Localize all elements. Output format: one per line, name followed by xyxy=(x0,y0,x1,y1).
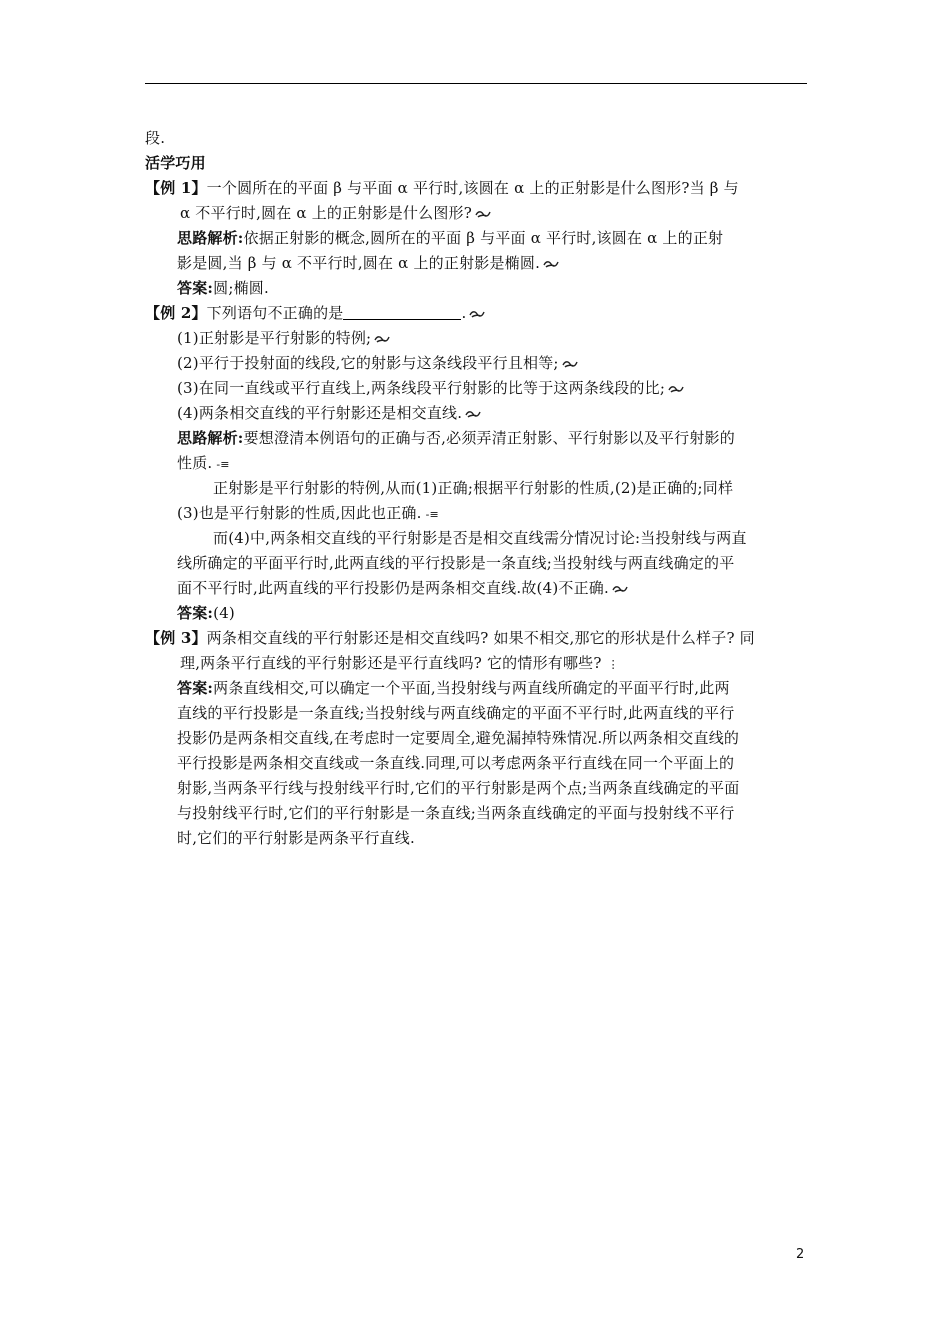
example-3-answer-text: 两条直线相交,可以确定一个平面,当投射线与两直线所确定的平面平行时,此两 xyxy=(213,679,730,697)
example-2-item-2 xyxy=(177,353,578,373)
example-1-answer: 圆;椭圆. xyxy=(213,279,269,297)
example-2-line-1 xyxy=(145,303,485,323)
example-3-answer-line-4: 平行投影是两条相交直线或一条直线.同理,可以考虑两条平行直线在同一个平面上的 xyxy=(177,754,735,772)
example-2-para-1: 正射影是平行射影的特例,从而(1)正确;根据平行射影的性质,(2)是正确的;同样 xyxy=(213,479,734,497)
example-2-analysis-label: 思路解析: xyxy=(177,429,244,447)
example-2-answer-line xyxy=(177,603,235,623)
example-1-answer-label: 答案: xyxy=(177,279,214,297)
scribble-mark-icon xyxy=(562,359,578,369)
example-1-analysis-line-1 xyxy=(177,228,723,248)
example-1-question-2: α 不平行时,圆在 α 上的正射影是什么图形? xyxy=(180,204,472,222)
example-2-answer-label: 答案: xyxy=(177,604,214,622)
paragraph-mark-icon: -≡ xyxy=(425,508,439,521)
example-3-answer-line-1 xyxy=(177,678,730,698)
example-2-analysis-1: 要想澄清本例语句的正确与否,必须弄清正射影、平行射影以及平行射影的 xyxy=(243,429,735,447)
example-2-analysis-2: 性质. xyxy=(177,454,213,472)
example-2-item-3 xyxy=(177,378,684,398)
example-1-line-1 xyxy=(145,178,739,198)
answer-blank xyxy=(343,305,461,320)
example-2-para-2: (3)也是平行射影的性质,因此也正确. xyxy=(177,504,422,522)
scribble-mark-icon xyxy=(668,384,684,394)
example-2-answer: (4) xyxy=(213,604,235,622)
example-1-analysis-line-2 xyxy=(177,253,559,273)
example-2-para-4: 线所确定的平面平行时,此两直线的平行投影是一条直线;当投射线与两直线确定的平 xyxy=(177,554,735,572)
example-1-analysis-1: 依据正射影的概念,圆所在的平面 β 与平面 α 平行时,该圆在 α 上的正射 xyxy=(243,229,724,247)
example-2-item-text: (4)两条相交直线的平行射影还是相交直线. xyxy=(177,404,463,422)
example-1-question-1: 一个圆所在的平面 β 与平面 α 平行时,该圆在 α 上的正射影是什么图形?当 β 与 xyxy=(206,179,739,197)
scribble-mark-icon xyxy=(469,309,485,319)
example-1-analysis-2: 影是圆,当 β 与 α 不平行时,圆在 α 上的正射影是椭圆. xyxy=(177,254,541,272)
scribble-mark-icon xyxy=(374,334,390,344)
top-fragment: 段. xyxy=(145,129,166,147)
example-2-item-text: (3)在同一直线或平行直线上,两条线段平行射影的比等于这两条线段的比; xyxy=(177,379,666,397)
example-3-answer-line-7: 时,它们的平行射影是两条平行直线. xyxy=(177,829,415,847)
header-rule xyxy=(145,83,807,84)
example-2-question-end: . xyxy=(461,304,467,322)
example-3-line-1 xyxy=(145,628,755,648)
example-2-item-text: (2)平行于投射面的线段,它的射影与这条线段平行且相等; xyxy=(177,354,559,372)
example-2-analysis-line-2 xyxy=(177,453,230,475)
example-2-para-5: 面不平行时,此两直线的平行投影仍是两条相交直线.故(4)不正确. xyxy=(177,579,609,597)
example-2-item-1 xyxy=(177,328,390,348)
example-1-label: 【例 1】 xyxy=(145,179,207,197)
example-2-label: 【例 2】 xyxy=(145,304,207,322)
vertical-dots-icon: ⋮ xyxy=(607,658,619,671)
paragraph-mark-icon: -≡ xyxy=(216,458,230,471)
example-3-answer-line-3: 投影仍是两条相交直线,在考虑时一定要周全,避免漏掉特殊情况.所以两条相交直线的 xyxy=(177,729,740,747)
example-2-analysis-line-1 xyxy=(177,428,735,448)
example-3-question-2: 理,两条平行直线的平行射影还是平行直线吗? 它的情形有哪些? xyxy=(180,654,602,672)
example-3-answer-line-6: 与投射线平行时,它们的平行射影是一条直线;当两条直线确定的平面与投射线不平行 xyxy=(177,804,735,822)
example-2-item-text: (1)正射影是平行射影的特例; xyxy=(177,329,372,347)
scribble-mark-icon xyxy=(475,209,491,219)
example-3-answer-line-2: 直线的平行投影是一条直线;当投射线与两直线确定的平面不平行时,此两直线的平行 xyxy=(177,704,735,722)
example-2-para-2-line xyxy=(177,503,439,525)
scribble-mark-icon xyxy=(612,584,628,594)
scribble-mark-icon xyxy=(465,409,481,419)
scribble-mark-icon xyxy=(543,259,559,269)
page-number: 2 xyxy=(796,1247,805,1262)
example-2-para-3: 而(4)中,两条相交直线的平行射影是否是相交直线需分情况讨论:当投射线与两直 xyxy=(213,529,747,547)
example-2-question: 下列语句不正确的是 xyxy=(206,304,344,322)
example-2-item-4 xyxy=(177,403,481,423)
example-3-label: 【例 3】 xyxy=(145,629,207,647)
example-3-answer-line-5: 射影,当两条平行线与投射线平行时,它们的平行射影是两个点;当两条直线确定的平面 xyxy=(177,779,740,797)
section-title: 活学巧用 xyxy=(145,154,206,172)
example-3-question-1: 两条相交直线的平行射影还是相交直线吗? 如果不相交,那它的形状是什么样子? 同 xyxy=(206,629,755,647)
example-3-answer-label: 答案: xyxy=(177,679,214,697)
example-1-answer-line xyxy=(177,278,269,298)
example-1-analysis-label: 思路解析: xyxy=(177,229,244,247)
example-1-line-2 xyxy=(180,203,491,223)
example-3-line-2 xyxy=(180,653,619,675)
example-2-para-5-line xyxy=(177,578,628,598)
